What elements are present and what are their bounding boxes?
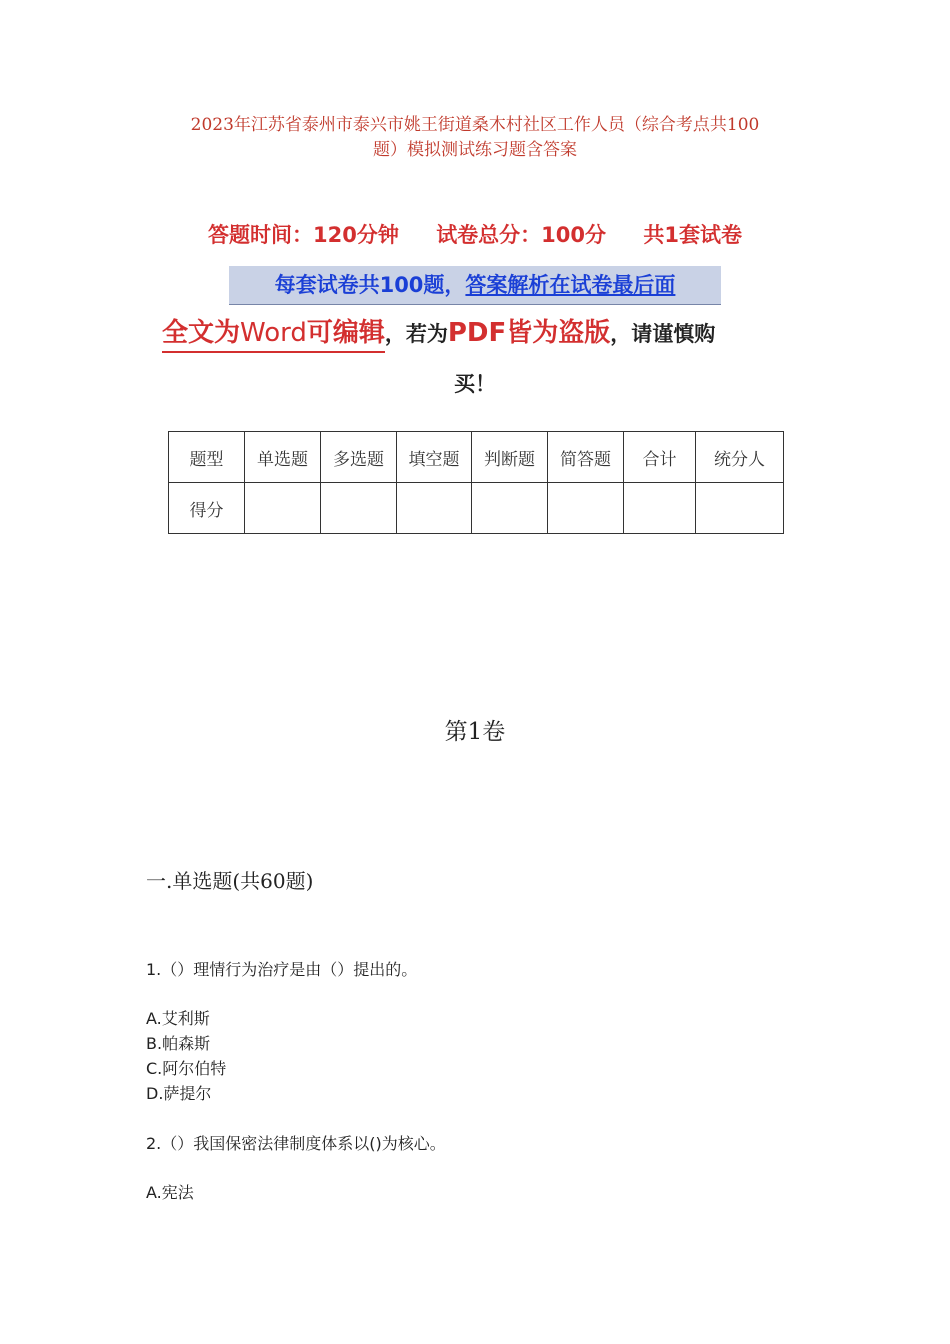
score-cell[interactable]: [397, 483, 472, 534]
warning-comma-1: ，: [384, 322, 406, 346]
warning-part5: 请谨慎购: [631, 322, 716, 346]
answer-notice: [229, 266, 721, 305]
warning-part4: PDF皆为盗版: [447, 318, 611, 348]
piracy-warning: [162, 312, 802, 349]
option-c[interactable]: C.阿尔伯特: [146, 1059, 227, 1078]
warning-part1: 全文为: [162, 318, 241, 348]
volume-heading: 第1卷: [444, 719, 506, 745]
score-cell[interactable]: [548, 483, 624, 534]
header-cell: 统分人: [696, 432, 784, 483]
score-cell[interactable]: [321, 483, 397, 534]
question-2-stem: 2.（）我国保密法律制度体系以()为核心。: [146, 1134, 446, 1153]
title-line-2: 题）模拟测试练习题含答案: [373, 140, 577, 160]
title-line-1: 2023年江苏省泰州市泰兴市姚王街道桑木村社区工作人员（综合考点共100: [190, 115, 760, 135]
exam-total-score: 试卷总分：100分: [436, 223, 607, 247]
header-cell: 简答题: [548, 432, 624, 483]
header-cell: 合计: [624, 432, 696, 483]
score-cell[interactable]: [472, 483, 548, 534]
question-1-stem: 1.（）理情行为治疗是由（）提出的。: [146, 960, 418, 979]
header-cell: 判断题: [472, 432, 548, 483]
answer-notice-part1: 每套试卷共100题，: [274, 273, 466, 297]
option-a[interactable]: A.宪法: [146, 1183, 194, 1202]
option-b[interactable]: B.帕森斯: [146, 1034, 211, 1053]
answer-notice-part2: 答案解析在试卷最后面: [465, 273, 676, 297]
document-title: [150, 113, 800, 163]
score-table: [168, 431, 784, 534]
option-d[interactable]: D.萨提尔: [146, 1084, 212, 1103]
score-label-cell: 得分: [169, 483, 245, 534]
question-1-options: [146, 1006, 226, 1106]
exam-time: 答题时间：120分钟: [208, 223, 399, 247]
header-cell: 单选题: [245, 432, 321, 483]
score-cell[interactable]: [696, 483, 784, 534]
score-cell[interactable]: [245, 483, 321, 534]
option-a[interactable]: A.艾利斯: [146, 1009, 210, 1028]
exam-info: [0, 219, 950, 249]
exam-set-count: 共1套试卷: [643, 223, 742, 247]
warning-word: Word: [240, 318, 307, 348]
warning-comma-2: ，: [610, 322, 632, 346]
score-table-score-row: [169, 483, 784, 534]
warning-line-2: 买！: [454, 372, 496, 396]
header-cell: 填空题: [397, 432, 472, 483]
score-cell[interactable]: [624, 483, 696, 534]
warning-part2: 可编辑: [306, 318, 385, 348]
score-table-header-row: [169, 432, 784, 483]
section-heading: 一.单选题(共60题): [146, 869, 314, 893]
warning-part3: 若为: [405, 322, 448, 346]
question-2-options: [146, 1180, 194, 1205]
header-cell: 题型: [169, 432, 245, 483]
header-cell: 多选题: [321, 432, 397, 483]
